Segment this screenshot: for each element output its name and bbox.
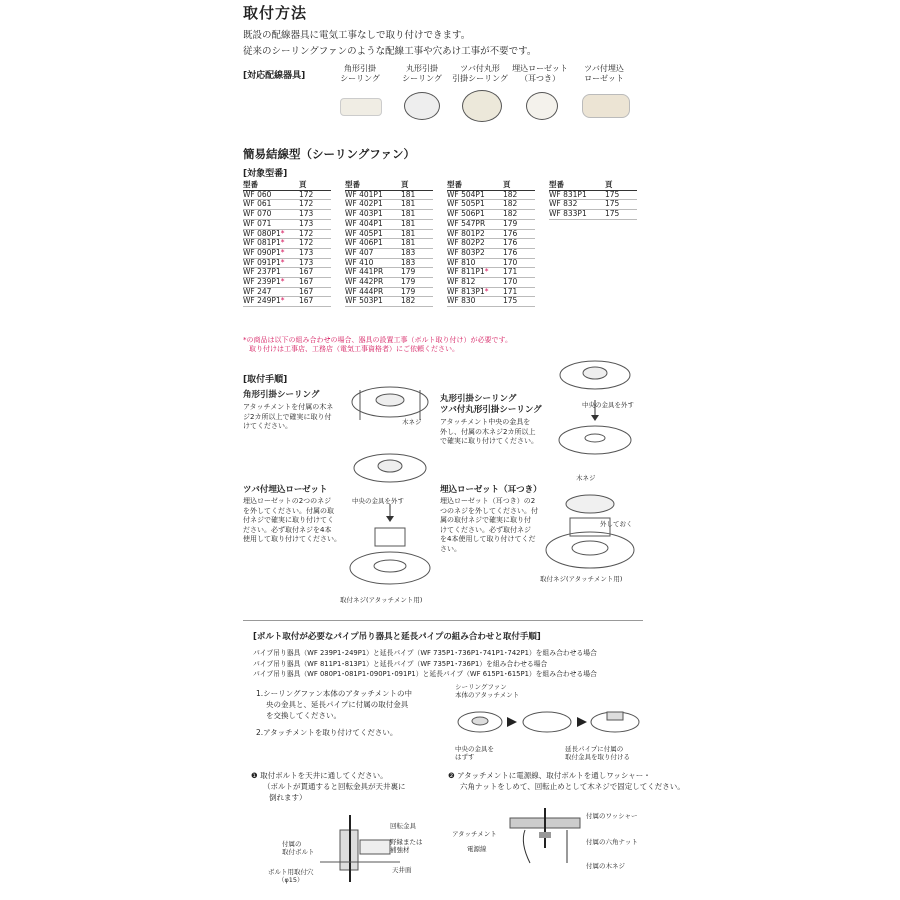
asterisk-mark: * bbox=[280, 247, 285, 257]
model-number: WF 801P2 bbox=[447, 228, 485, 238]
fixtures-heading: [対応配線器具] bbox=[243, 71, 306, 81]
exchange-diagram bbox=[455, 700, 645, 745]
step-c-text-1: 埋込ローゼットの2つのネジ bbox=[243, 497, 332, 505]
model-number: WF 503P1 bbox=[345, 296, 383, 306]
page-number: 172 bbox=[299, 239, 331, 249]
page-number: 171 bbox=[503, 287, 535, 297]
model-table-4 bbox=[549, 181, 637, 220]
step-b-text-1: アタッチメント中央の金具を bbox=[440, 418, 531, 426]
asterisk-mark: * bbox=[280, 228, 285, 238]
sub2-number: ❷ bbox=[448, 771, 455, 780]
model-number: WF 237P1 bbox=[243, 267, 281, 277]
step-c-text-2: を外してください。付属の取 bbox=[243, 506, 334, 515]
table-row bbox=[447, 297, 535, 307]
note-line-2: 取り付けは工事店、工務店（電気工事資格者）にご依頼ください。 bbox=[249, 345, 459, 353]
fixture-1-line1: 角形引掛 bbox=[344, 64, 376, 73]
flanged-round-ceiling-image bbox=[462, 90, 502, 122]
model-number: WF 441PR bbox=[345, 267, 384, 277]
asterisk-mark: * bbox=[280, 296, 285, 306]
fixture-list bbox=[330, 64, 640, 124]
model-number: WF 830 bbox=[447, 296, 476, 306]
model-number: WF 506P1 bbox=[447, 209, 485, 219]
page-number: 183 bbox=[401, 248, 433, 258]
step-b-screw-label: 木ネジ bbox=[576, 474, 596, 482]
step-c-remove-label: 中央の金具を外す bbox=[352, 497, 404, 505]
page-number: 173 bbox=[299, 219, 331, 229]
col-model-header: 型番 bbox=[243, 181, 299, 190]
bolt-label-1: 付属の bbox=[282, 840, 302, 848]
model-number: WF 802P2 bbox=[447, 238, 485, 248]
diagram-label-ext-2: 取付金具を取り付ける bbox=[565, 753, 630, 761]
model-number: WF 810 bbox=[447, 257, 476, 267]
step-a-title: 角形引掛シーリング bbox=[243, 390, 320, 400]
step-d-remove-label: 外しておく bbox=[600, 520, 633, 528]
sub2-text-2: 六角ナットをしめて、回転止めとして木ネジで固定してください。 bbox=[460, 782, 685, 791]
model-number: WF 080P1 bbox=[243, 228, 281, 238]
col-page-header: 頁 bbox=[503, 181, 535, 190]
model-number: WF 402P1 bbox=[345, 199, 383, 209]
asterisk-mark: * bbox=[280, 257, 285, 267]
attachment-label: アタッチメント bbox=[452, 830, 497, 838]
model-number: WF 505P1 bbox=[447, 199, 485, 209]
diagram-label-center-2: はずす bbox=[455, 753, 475, 761]
model-number: WF 090P1 bbox=[243, 247, 281, 257]
col-page-header: 頁 bbox=[299, 181, 331, 190]
fixture-4-line2: （耳つき） bbox=[520, 74, 560, 83]
asterisk-mark: * bbox=[280, 238, 285, 248]
page-number: 173 bbox=[299, 258, 331, 268]
model-number: WF 081P1 bbox=[243, 238, 281, 248]
flanged-rosette-image bbox=[582, 94, 630, 118]
model-number: WF 403P1 bbox=[345, 209, 383, 219]
bolt-diagram-left bbox=[320, 810, 400, 885]
note-line-1: *の商品は以下の組み合わせの場合、器具の設置工事（ボルト取り付け）が必要です。 bbox=[243, 336, 512, 344]
page-number: 175 bbox=[605, 200, 637, 210]
page-number: 182 bbox=[503, 190, 535, 200]
model-number: WF 249P1 bbox=[243, 296, 281, 306]
model-number: WF 405P1 bbox=[345, 228, 383, 238]
page-number: 172 bbox=[299, 190, 331, 200]
fixture-2-line2: シーリング bbox=[402, 74, 442, 83]
rotate-label: 回転金具 bbox=[390, 822, 416, 830]
page-number: 176 bbox=[503, 229, 535, 239]
model-number: WF 803P2 bbox=[447, 247, 485, 257]
bolt-heading: [ボルト取付が必要なパイプ吊り器具と延長パイプの組み合わせと取付手順] bbox=[253, 632, 541, 642]
page-number: 167 bbox=[299, 287, 331, 297]
page-number: 172 bbox=[299, 200, 331, 210]
hole-label-1: ボルト用取付穴 bbox=[268, 868, 314, 876]
page-number: 167 bbox=[299, 297, 331, 307]
model-number: WF 444PR bbox=[345, 286, 384, 296]
model-table-2 bbox=[345, 181, 433, 307]
page-number: 179 bbox=[401, 268, 433, 278]
asterisk-mark: * bbox=[484, 267, 489, 277]
step-d-text-2: つのネジを外してください。付 bbox=[440, 506, 538, 515]
page-number: 183 bbox=[401, 258, 433, 268]
screw-label: 付属の木ネジ bbox=[586, 862, 625, 870]
page-number: 181 bbox=[401, 239, 433, 249]
step-a-text-1: アタッチメントを付属の木ネ bbox=[243, 403, 334, 411]
model-number: WF 070 bbox=[243, 209, 272, 219]
step-c-screw-label: 取付ネジ(アタッチメント用) bbox=[340, 596, 423, 604]
model-number: WF 091P1 bbox=[243, 257, 281, 267]
table-row bbox=[549, 210, 637, 220]
diagram-label-top-2: 本体のアタッチメント bbox=[455, 691, 520, 699]
section-heading: 簡易結線型（シーリングファン） bbox=[243, 147, 416, 161]
divider bbox=[243, 620, 643, 621]
joist-label-1: 野縁または bbox=[390, 838, 423, 846]
sub1-text-1: 取付ボルトを天井に通してください。 bbox=[260, 771, 388, 780]
procedure-heading: [取付手順] bbox=[243, 375, 288, 385]
step-d-diagram bbox=[540, 490, 640, 585]
washer-label: 付属のワッシャー bbox=[586, 812, 638, 820]
intro-line-1: 既設の配線器具に電気工事なしで取り付けできます。 bbox=[243, 30, 471, 41]
model-number: WF 547PR bbox=[447, 218, 486, 228]
page-number: 172 bbox=[299, 229, 331, 239]
bolt-label-2: 取付ボルト bbox=[282, 848, 315, 856]
diagram-label-ext-1: 延長パイプに付属の bbox=[565, 745, 624, 753]
step-c-text-4: ださい。必ず取付ネジを4本 bbox=[243, 525, 332, 534]
page-number: 181 bbox=[401, 229, 433, 239]
col-model-header: 型番 bbox=[549, 181, 605, 190]
page-number: 179 bbox=[503, 219, 535, 229]
fixture-1-line2: シーリング bbox=[340, 74, 380, 83]
embedded-rosette-image bbox=[526, 92, 558, 120]
joist-label-2: 補強材 bbox=[390, 846, 410, 854]
model-table-1 bbox=[243, 181, 331, 307]
model-table bbox=[243, 181, 331, 307]
fixture-3-line2: 引掛シーリング bbox=[452, 74, 508, 83]
model-table bbox=[447, 181, 535, 307]
fixture-4-line1: 埋込ローゼット bbox=[512, 64, 568, 73]
page-number: 170 bbox=[503, 278, 535, 288]
sub2-text-1: アタッチメントに電源線、取付ボルトを通しワッシャー・ bbox=[457, 771, 651, 780]
step-c-text-5: 使用して取り付けてください。 bbox=[243, 535, 341, 543]
step-d-text-4: けてください。必ず取付ネジ bbox=[440, 525, 531, 534]
bolt-combo-1: パイプ吊り器具（WF 239P1･249P1）と延長パイプ（WF 735P1･736P1･741P1･742P1）を組み合わせる場合 bbox=[253, 649, 597, 657]
page-number: 176 bbox=[503, 239, 535, 249]
power-label: 電源線 bbox=[467, 845, 487, 853]
page-number: 182 bbox=[503, 200, 535, 210]
sub1-text-3: 倒れます） bbox=[269, 793, 307, 802]
col-page-header: 頁 bbox=[401, 181, 433, 190]
step-d-text-5: を4本使用して取り付けてくだ bbox=[440, 535, 536, 543]
step-c-diagram bbox=[345, 438, 440, 598]
table-row bbox=[243, 297, 331, 307]
col-page-header: 頁 bbox=[605, 181, 637, 190]
model-table bbox=[345, 181, 433, 307]
model-number: WF 247 bbox=[243, 286, 272, 296]
model-number: WF 406P1 bbox=[345, 238, 383, 248]
model-number: WF 504P1 bbox=[447, 189, 485, 199]
asterisk-mark: * bbox=[484, 286, 489, 296]
step-d-screw-label: 取付ネジ(アタッチメント用) bbox=[540, 575, 623, 583]
page-number: 179 bbox=[401, 278, 433, 288]
model-number: WF 831P1 bbox=[549, 189, 587, 199]
step-a-text-3: けてください。 bbox=[243, 422, 292, 430]
page-number: 175 bbox=[503, 297, 535, 307]
bolt-step1-3: を交換してください。 bbox=[266, 711, 341, 720]
page-number: 175 bbox=[605, 190, 637, 200]
hole-label-2: （φ15） bbox=[277, 876, 304, 884]
step-d-text-3: 属の取付ネジで確実に取り付 bbox=[440, 516, 531, 524]
bolt-diagram-right bbox=[505, 808, 585, 868]
step-d-text-6: さい。 bbox=[440, 544, 461, 553]
page-number: 175 bbox=[605, 210, 637, 220]
step-a-screw-label: 木ネジ bbox=[402, 418, 422, 426]
model-number: WF 404P1 bbox=[345, 218, 383, 228]
model-table-3 bbox=[447, 181, 535, 307]
model-number: WF 239P1 bbox=[243, 277, 281, 287]
fixture-3-line1: ツバ付丸形 bbox=[460, 64, 500, 73]
step-b-diagram bbox=[550, 345, 640, 475]
page-number: 182 bbox=[401, 297, 433, 307]
page-number: 173 bbox=[299, 248, 331, 258]
page-number: 176 bbox=[503, 248, 535, 258]
col-model-header: 型番 bbox=[345, 181, 401, 190]
step-b-title-2: ツバ付丸形引掛シーリング bbox=[440, 405, 542, 415]
nut-label: 付属の六角ナット bbox=[586, 838, 638, 846]
sub1-text-2: （ボルトが貫通すると回転金具が天井裏に bbox=[263, 782, 406, 791]
fixture-5-line1: ツバ付埋込 bbox=[584, 64, 624, 73]
model-number: WF 813P1 bbox=[447, 286, 485, 296]
model-number: WF 442PR bbox=[345, 277, 384, 287]
sub1-number: ❶ bbox=[251, 771, 258, 780]
page-number: 173 bbox=[299, 210, 331, 220]
model-number: WF 401P1 bbox=[345, 189, 383, 199]
asterisk-mark: * bbox=[280, 277, 285, 287]
bolt-step1-2: 央の金具と、延長パイプに付属の取付金具 bbox=[266, 700, 409, 709]
step-c-title: ツバ付埋込ローゼット bbox=[243, 485, 328, 495]
intro-line-2: 従来のシーリングファンのような配線工事や穴あけ工事が不要です。 bbox=[243, 46, 537, 57]
page-number: 182 bbox=[503, 210, 535, 220]
model-number: WF 060 bbox=[243, 189, 272, 199]
step-a-text-2: ジ2カ所以上で確実に取り付 bbox=[243, 412, 332, 421]
model-number: WF 061 bbox=[243, 199, 272, 209]
ceiling-label: 天井面 bbox=[392, 866, 412, 874]
fixture-5-line2: ローゼット bbox=[584, 74, 624, 83]
model-number: WF 811P1 bbox=[447, 267, 485, 277]
page-number: 170 bbox=[503, 258, 535, 268]
round-ceiling-image bbox=[404, 92, 440, 120]
col-model-header: 型番 bbox=[447, 181, 503, 190]
page-number: 179 bbox=[401, 287, 433, 297]
bolt-combo-3: パイプ吊り器具（WF 080P1･081P1･090P1･091P1）と延長パイプ（WF 615P1･615P1）を組み合わせる場合 bbox=[253, 670, 597, 678]
bolt-combo-2: パイプ吊り器具（WF 811P1･813P1）と延長パイプ（WF 735P1･736P1）を組み合わせる場合 bbox=[253, 659, 548, 668]
page-number: 181 bbox=[401, 210, 433, 220]
model-number: WF 833P1 bbox=[549, 209, 587, 219]
model-number: WF 812 bbox=[447, 277, 476, 287]
step-d-title: 埋込ローゼット（耳つき） bbox=[440, 485, 542, 495]
bolt-step2: 2.アタッチメントを取り付けてください。 bbox=[256, 728, 398, 737]
step-b-remove-label: 中央の金具を外す bbox=[582, 401, 634, 409]
bolt-step1-1: 1.シーリングファン本体のアタッチメントの中 bbox=[256, 689, 413, 698]
step-d-text-1: 埋込ローゼット（耳つき）の2 bbox=[440, 497, 536, 505]
table-row bbox=[345, 297, 433, 307]
step-c-text-3: 付ネジで確実に取り付けてく bbox=[243, 516, 334, 524]
page-number: 181 bbox=[401, 200, 433, 210]
fixture-2-line1: 丸形引掛 bbox=[406, 64, 438, 73]
model-number: WF 832 bbox=[549, 199, 578, 209]
page-number: 167 bbox=[299, 268, 331, 278]
diagram-label-top-1: シーリングファン bbox=[455, 683, 507, 691]
diagram-label-center-1: 中央の金具を bbox=[455, 745, 494, 753]
page-number: 171 bbox=[503, 268, 535, 278]
models-heading: [対象型番] bbox=[243, 169, 288, 179]
step-b-text-3: で確実に取り付けてください。 bbox=[440, 437, 538, 445]
step-b-text-2: 外し、付属の木ネジ2カ所以上 bbox=[440, 427, 536, 436]
square-ceiling-image bbox=[340, 98, 382, 116]
page-number: 181 bbox=[401, 219, 433, 229]
model-number: WF 407 bbox=[345, 247, 374, 257]
step-b-title-1: 丸形引掛シーリング bbox=[440, 394, 517, 404]
model-table bbox=[549, 181, 637, 220]
page-number: 167 bbox=[299, 278, 331, 288]
page-number: 181 bbox=[401, 190, 433, 200]
model-number: WF 410 bbox=[345, 257, 374, 267]
step-a-diagram bbox=[345, 372, 440, 432]
model-number: WF 071 bbox=[243, 218, 272, 228]
page-title: 取付方法 bbox=[243, 4, 308, 22]
